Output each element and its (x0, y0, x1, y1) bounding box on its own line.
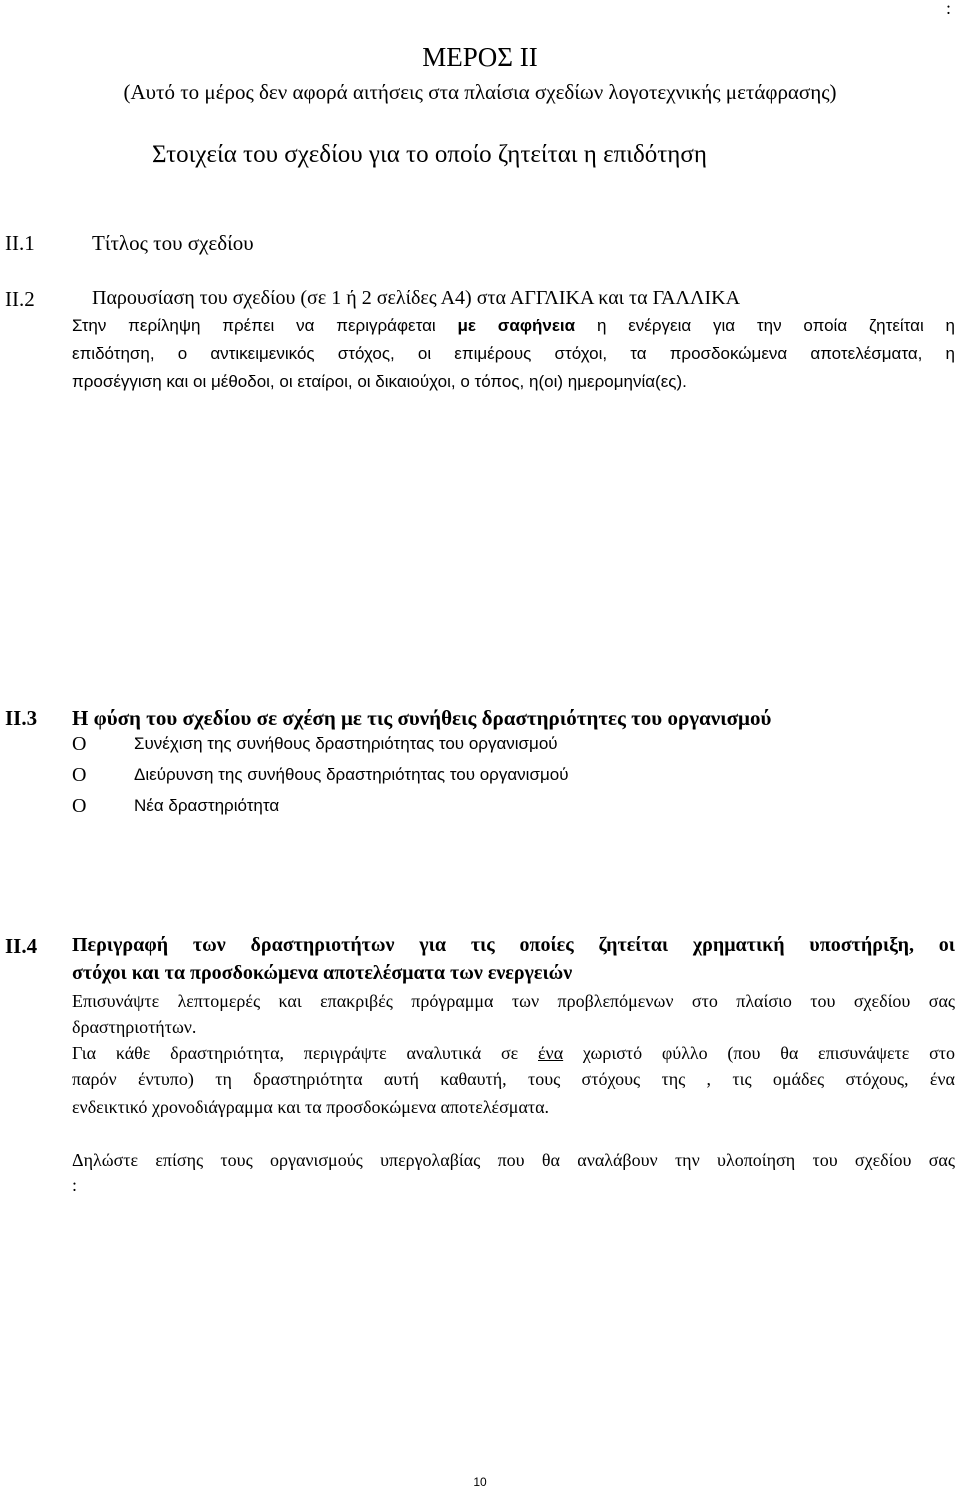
section-3-number: ΙΙ.3 (5, 706, 38, 730)
section-2-text-segment: η ενέργεια για την οποία ζητείται η (596, 316, 956, 335)
section-1-number: ΙΙ.1 (5, 231, 35, 255)
section-4-text-segment: χωριστό φύλλο (που θα επισυνάψετε στο (582, 1043, 956, 1063)
section-2-emphasis: με σαφήνεια (457, 316, 576, 335)
project-heading: Στοιχεία του σχεδίου για το οποίο ζητείται η επιδότηση (152, 141, 707, 168)
section-2-text-line: προσέγγιση και οι μέθοδοι, οι εταίροι, οι δικαιούχοι, ο τόπος, η(οι) ημερομηνία(ες). (72, 372, 687, 391)
section-4-text-line (72, 1043, 955, 1064)
section-2-text-line: επιδότηση, ο αντικειμενικός στόχος, οι επιμέρους στόχοι, τα προσδοκώμενα αποτελέσματα, η (72, 344, 955, 363)
section-4-text-line: Δηλώστε επίσης τους οργανισμούς υπεργολαβίας που θα αναλάβουν την υλοποίηση του σχεδίου σας (72, 1150, 955, 1170)
page-number: 10 (473, 1475, 487, 1489)
option-label-new-activity: Νέα δραστηριότητα (134, 796, 280, 815)
section-4-text-line: δραστηριοτήτων. (72, 1017, 197, 1037)
section-4-text-line: Επισυνάψτε λεπτομερές και επακριβές πρόγραμμα των προβλεπόμενων στο πλαίσιο του σχεδίου σας (72, 991, 955, 1011)
section-4-title-line: Περιγραφή των δραστηριοτήτων για τις οποίες ζητείται χρηματική υποστήριξη, οι (72, 934, 955, 956)
option-label-continuation: Συνέχιση της συνήθους δραστηριότητας του οργανισμού (134, 734, 558, 753)
part-title: ΜΕΡΟΣ ΙΙ (422, 42, 538, 72)
section-1-title: Τίτλος του σχεδίου (92, 231, 254, 255)
option-label-expansion: Διεύρυνση της συνήθους δραστηριότητας του οργανισμού (134, 765, 569, 784)
section-3-title: Η φύση του σχεδίου σε σχέση με τις συνήθεις δραστηριότητες του οργανισμού (72, 706, 772, 730)
option-checkbox[interactable]: Ο (72, 795, 87, 817)
option-checkbox[interactable]: Ο (72, 733, 87, 755)
section-2-text-line (72, 316, 955, 336)
section-4-title-line: στόχοι και τα προσδοκώμενα αποτελέσματα των ενεργειών (72, 962, 573, 984)
section-4-text-line: : (72, 1175, 78, 1195)
option-checkbox[interactable]: Ο (72, 764, 87, 786)
section-4-text-line: ενδεικτικό χρονοδιάγραμμα και τα προσδοκώμενα αποτελέσματα. (72, 1097, 550, 1117)
section-2-text-segment: Στην περίληψη πρέπει να περιγράφεται (72, 316, 436, 335)
section-2-number: ΙΙ.2 (5, 287, 35, 311)
section-4-number: ΙΙ.4 (5, 934, 38, 958)
part-subtitle: (Αυτό το μέρος δεν αφορά αιτήσεις στα πλαίσια σχεδίων λογοτεχνικής μετάφρασης) (123, 80, 837, 104)
section-4-text-line: παρόν έντυπο) τη δραστηριότητα αυτή καθαυτή, τους στόχους της , τις ομάδες στόχους, ένα (72, 1069, 955, 1089)
corner-mark: : (946, 0, 952, 18)
section-4-text-segment: Για κάθε δραστηριότητα, περιγράψτε αναλυτικά σε (72, 1043, 519, 1063)
section-2-title: Παρουσίαση του σχεδίου (σε 1 ή 2 σελίδες Α4) στα ΑΓΓΛΙΚΑ και τα ΓΑΛΛΙΚΑ (92, 287, 741, 309)
section-4-underlined-word: ένα (538, 1043, 564, 1063)
